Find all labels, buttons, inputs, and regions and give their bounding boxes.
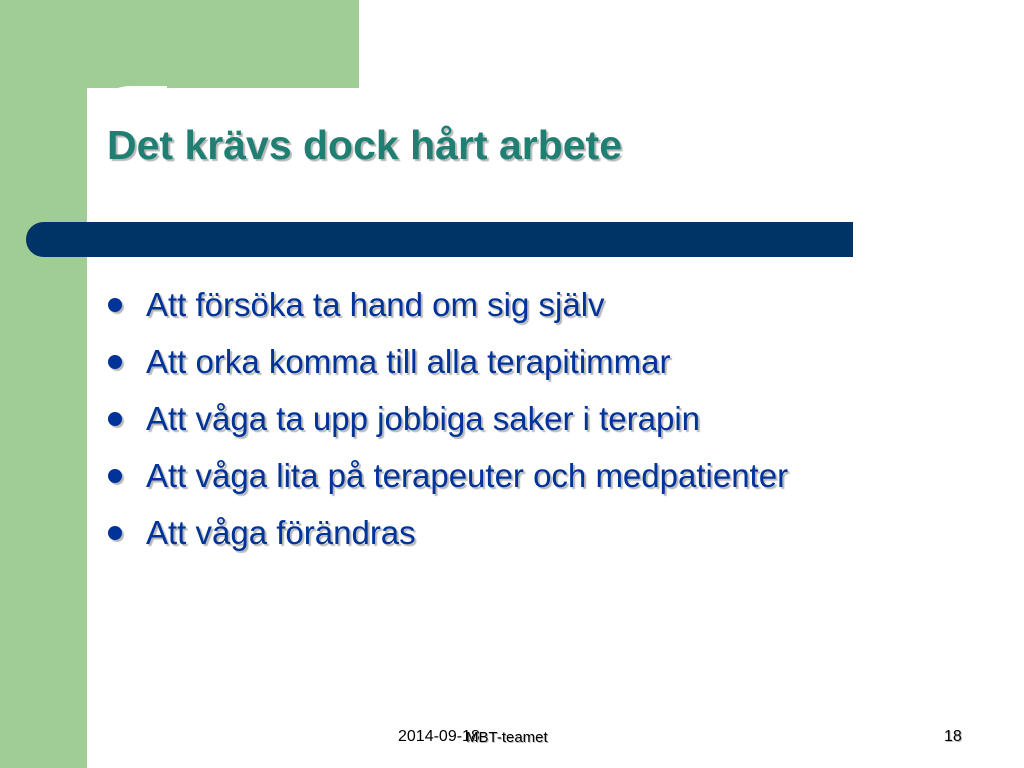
bullet-text: Att våga ta upp jobbiga saker i terapin [146, 399, 701, 437]
bullet-dot-icon [108, 298, 122, 312]
bullet-dot-icon [108, 526, 122, 540]
footer-date: 2014-09-18 [398, 728, 480, 745]
bullet-dot-icon [108, 412, 122, 426]
title-underline-bar [26, 222, 853, 257]
bullet-item [108, 390, 788, 447]
bullet-text: Att orka komma till alla terapitimmar [146, 342, 671, 380]
footer-team-name: MBT-teamet [466, 729, 548, 746]
green-top-decoration [87, 0, 359, 88]
bullet-list [108, 276, 788, 561]
bullet-item [108, 333, 788, 390]
bullet-text: Att försöka ta hand om sig själv [146, 285, 605, 323]
green-side-decoration [0, 0, 87, 768]
bullet-item [108, 447, 788, 504]
slide-title: Det krävs dock hårt arbete [107, 122, 623, 168]
bullet-text: Att våga förändras [146, 513, 416, 551]
slide-page-number: 18 [944, 728, 962, 745]
bullet-item [108, 276, 788, 333]
bullet-dot-icon [108, 469, 122, 483]
bullet-item [108, 504, 788, 561]
bullet-text: Att våga lita på terapeuter och medpatienter [146, 456, 789, 494]
bullet-dot-icon [108, 355, 122, 369]
